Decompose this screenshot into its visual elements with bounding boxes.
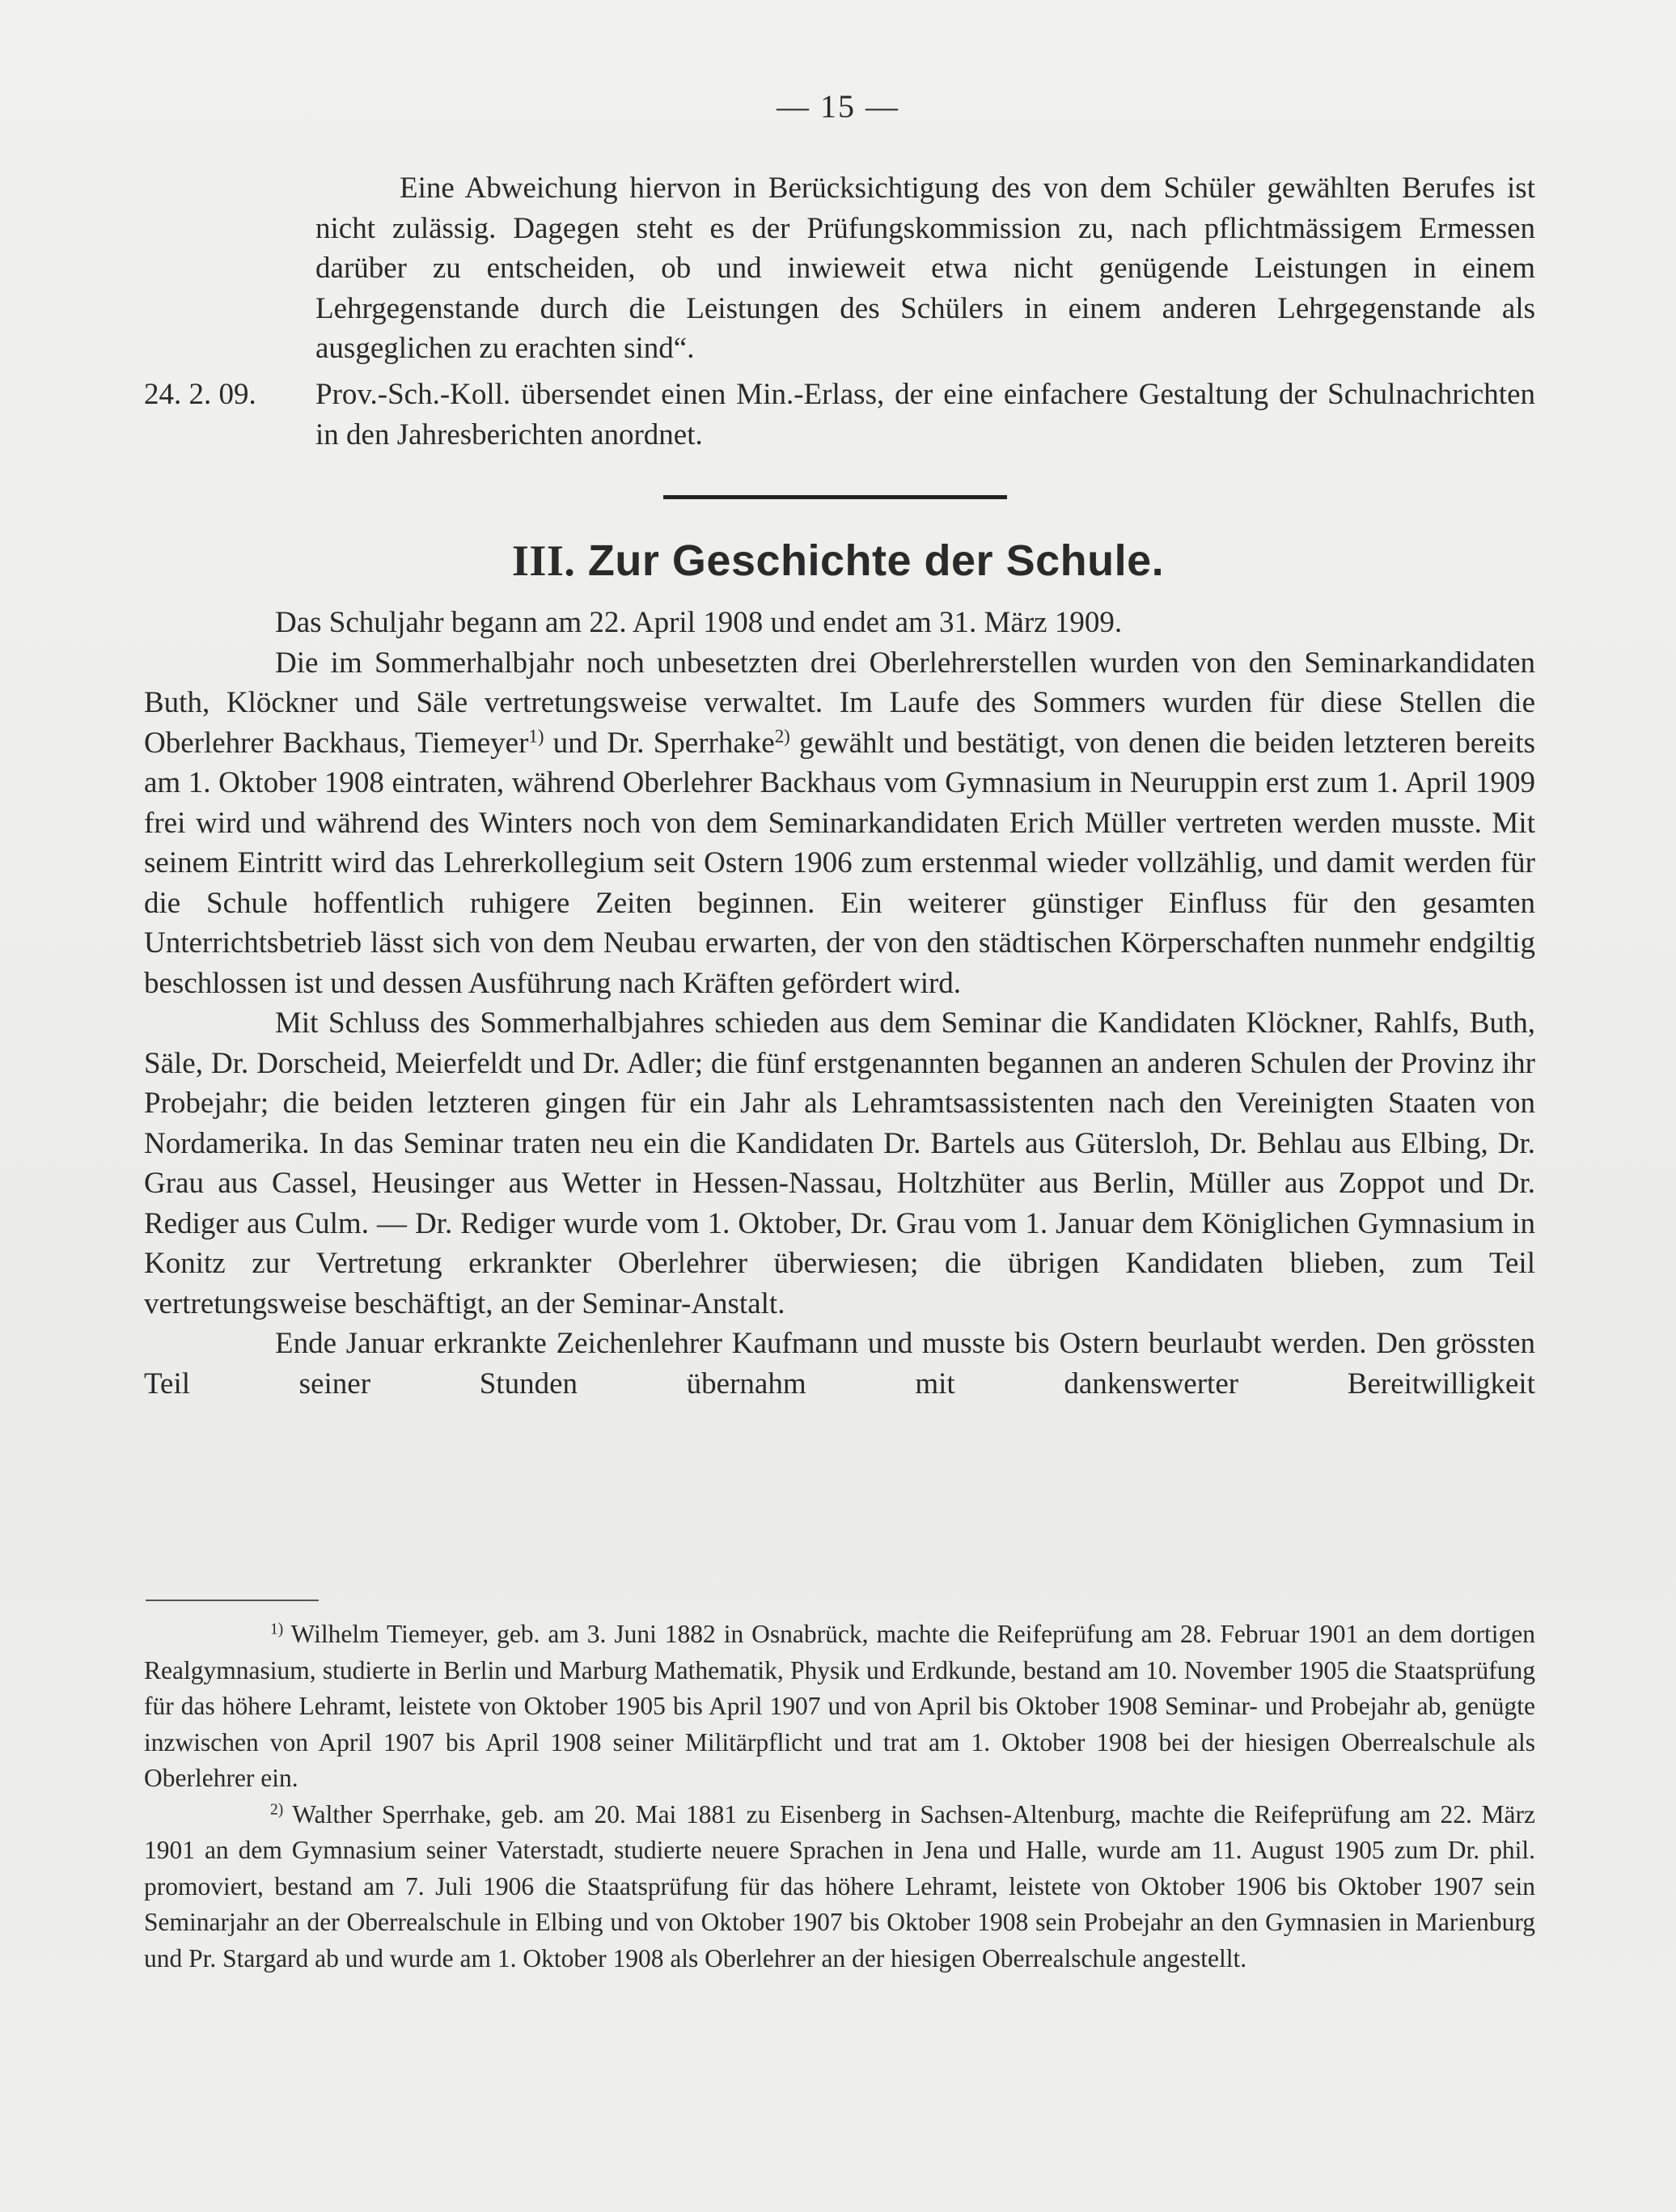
footnote-2-text: Walther Sperrhake, geb. am 20. Mai 1881 zu Eisenberg in Sachsen-Altenburg, machte die Reifeprüfung am 22. März 1901 an dem Gymnasium seiner Vaterstadt, studierte neuere Sprachen in Jena und Halle, wurde am 11. August 1905 zum Dr. phil. promoviert, bestand am 7. Juli 1906 die Staatsprüfung für das höhere Lehramt, leistete von Oktober 1906 bis Oktober 1907 sein Seminarjahr an der Oberrealschule in Elbing und von Oktober 1907 bis Oktober 1908 sein Probejahr an den Gymnasien in Marienburg und Pr. Stargard ab und wurde am 1. Oktober 1908 als Oberlehrer an der hiesigen Oberrealschule angestellt. [144,1799,1535,1973]
footnote-2 [144,1797,1535,1977]
page-number: — 15 — [777,88,899,125]
paragraph-4: Ende Januar erkrankte Zeichenlehrer Kaufmann und musste bis Ostern beurlaubt werden. Den grössten Teil seiner Stunden übernahm mit dankenswerter Bereitwilligkeit [144,1327,1535,1401]
footnote-ref-1: 1) [528,725,544,746]
footnote-1 [144,1617,1535,1797]
section-heading [0,536,1676,586]
section-title: Zur Geschichte der Schule. [587,536,1165,585]
footnotes [144,1617,1535,1977]
section-number: III. [511,536,576,585]
section-divider [663,495,1007,499]
paragraph-2-part-b: und Dr. Sperrhake [544,726,775,760]
paragraph-2 [144,643,1535,1004]
quote-paragraph: Eine Abweichung hiervon in Berücksichtigung des von dem Schüler gewählten Berufes ist nicht zulässig. Dagegen steht es der Prüfungskommission zu, nach pflichtmässigem Ermessen darüber zu entscheiden, ob und inwieweit etwa nicht genügende Leistungen in einem Lehrgegenstande durch die Leistungen des Schülers in einem anderen Lehrgegenstande als ausgeglichen zu erachten sind“. [315,172,1535,365]
footnote-ref-2: 2) [774,725,790,746]
entry-date: 24. 2. 09. [144,378,256,411]
intro-block [144,168,1535,369]
paragraph-1: Das Schuljahr begann am 22. April 1908 und endet am 31. März 1909. [275,606,1123,639]
paragraph-3: Mit Schluss des Sommerhalbjahres schieden aus dem Seminar die Kandidaten Klöckner, Rahlfs, Buth, Säle, Dr. Dorscheid, Meierfeldt und Dr. Adler; die fünf erstgenannten begannen an anderen Schulen der Provinz ihr Probejahr; die beiden letzteren gingen für ein Jahr als Lehramtsassistenten nach den Vereinigten Staaten von Nordamerika. In das Seminar traten neu ein die Kandidaten Dr. Bartels aus Gütersloh, Dr. Behlau aus Elbing, Dr. Grau aus Cassel, Heusinger aus Wetter in Hessen-Nassau, Holtzhüter aus Berlin, Müller aus Zoppot und Dr. Rediger aus Culm. — Dr. Rediger wurde vom 1. Oktober, Dr. Grau vom 1. Januar dem Königlichen Gymnasium in Konitz zur Vertretung erkrankter Oberlehrer überwiesen; die übrigen Kandidaten blieben, zum Teil vertretungsweise beschäftigt, an der Seminar-Anstalt. [144,1006,1535,1320]
footnote-divider [146,1600,319,1601]
footnote-marker-2: 2) [270,1800,284,1818]
footnote-marker-1: 1) [270,1621,284,1638]
paragraph-2-part-c: gewählt und bestätigt, von denen die beiden letzteren bereits am 1. Oktober 1908 eintraten, während Oberlehrer Backhaus vom Gymnasium in Neuruppin erst zum 1. April 1909 frei wird und während des Winters noch von dem Seminarkandidaten Erich Müller vertreten werden musste. Mit seinem Eintritt wird das Lehrerkollegium seit Ostern 1906 zum erstenmal wieder vollzählig, und damit werden für die Schule hoffentlich ruhigere Zeiten beginnen. Ein weiterer günstiger Einfluss für den gesamten Unterrichtsbetrieb lässt sich von dem Neubau erwarten, der von den städtischen Körperschaften nunmehr endgiltig beschlossen ist und dessen Ausführung nach Kräften gefördert wird. [144,726,1536,1000]
footnote-1-text: Wilhelm Tiemeyer, geb. am 3. Juni 1882 in Osnabrück, machte die Reifeprüfung am 28. Februar 1901 an dem dortigen Realgymnasium, studierte in Berlin und Marburg Mathematik, Physik und Erdkunde, bestand am 10. November 1905 die Staatsprüfung für das höhere Lehramt, leistete von Oktober 1905 bis April 1907 und von April bis Oktober 1908 Seminar- und Probejahr ab, genügte inzwischen von April 1907 bis April 1908 seiner Militärpflicht und trat am 1. Oktober 1908 bei der hiesigen Oberrealschule als Oberlehrer ein. [144,1620,1535,1792]
paragraph-2-part-a: Die im Sommerhalbjahr noch unbesetzten drei Oberlehrerstellen wurden von den Seminarkandidaten Buth, Klöckner und Säle vertretungsweise verwaltet. Im Laufe des Sommers wurden für diese Stellen die Oberlehrer Backhaus, Tiemeyer [144,646,1535,760]
section-body [144,603,1535,1404]
entry-text: Prov.-Sch.-Koll. übersendet einen Min.-Erlass, der eine einfachere Gestaltung der Schulnachrichten in den Jahresberichten anordnet. [315,378,1535,451]
dated-entry [144,375,1535,455]
